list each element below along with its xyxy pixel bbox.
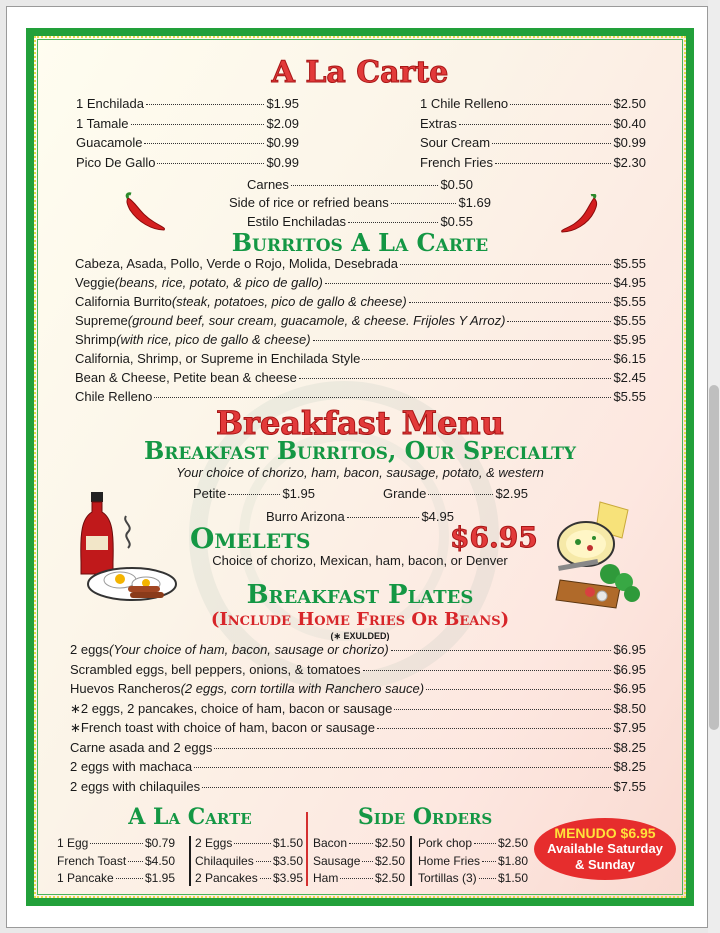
dot-leader xyxy=(194,767,611,768)
dot-leader xyxy=(157,163,264,164)
dot-leader xyxy=(260,878,271,879)
item-note: (2 eggs, corn tortilla with Ranchero sauce) xyxy=(180,681,425,696)
menu-item xyxy=(57,854,175,868)
item-name: Huevos Rancheros xyxy=(70,681,181,696)
menu-item xyxy=(70,720,646,736)
item-name: Scrambled eggs, bell peppers, onions, & tomatoes xyxy=(70,661,361,677)
item-name: French Fries xyxy=(420,154,493,170)
item-price: $0.99 xyxy=(266,135,299,150)
item-name: Bean & Cheese, Petite bean & cheese xyxy=(75,370,297,385)
menu-item xyxy=(75,332,646,347)
item-price: $8.25 xyxy=(613,759,646,774)
item-name: 2 Eggs xyxy=(195,836,233,850)
menu-item xyxy=(57,836,175,850)
item-name: Pork chop xyxy=(418,836,473,850)
bottom-divider-2 xyxy=(410,836,412,886)
item-price: $5.55 xyxy=(613,313,646,328)
item-note: (ground beef, sour cream, guacamole, & cheese. Frijoles Y Arroz) xyxy=(127,313,506,328)
item-name: Estilo Enchiladas xyxy=(247,214,346,229)
menu-item xyxy=(76,155,299,170)
chili-pepper-right-icon xyxy=(556,194,602,234)
item-price: $2.09 xyxy=(266,115,299,131)
item-name: ∗2 eggs, 2 pancakes, choice of ham, bacon or sausage xyxy=(70,700,393,716)
menu-item xyxy=(418,871,528,885)
menu-item xyxy=(195,836,303,850)
omelet-plate-illustration xyxy=(550,500,646,614)
breakfast-plates-title: Breakfast Plates xyxy=(246,580,474,610)
item-price: $5.95 xyxy=(613,332,646,347)
menu-item xyxy=(70,642,646,657)
menu-item xyxy=(420,135,646,150)
item-note: (with rice, pico de gallo & cheese) xyxy=(116,332,311,347)
item-name: Shrimp xyxy=(75,332,117,347)
menu-item xyxy=(75,294,646,309)
item-price: $0.99 xyxy=(266,154,299,170)
dot-leader xyxy=(507,321,611,322)
item-note: (beans, rice, potato, & pico de gallo) xyxy=(114,275,323,290)
dot-leader xyxy=(146,104,265,105)
dot-leader xyxy=(214,748,611,749)
dot-leader xyxy=(482,861,496,862)
dot-leader xyxy=(510,104,611,105)
dot-leader xyxy=(474,843,496,844)
dot-leader xyxy=(313,340,612,341)
chili-pepper-left-icon xyxy=(122,192,168,232)
menu-item xyxy=(70,681,646,696)
dot-leader xyxy=(377,728,611,729)
menu-item xyxy=(57,871,175,885)
menu-item xyxy=(75,313,646,328)
menu-item xyxy=(70,701,646,717)
item-price: $4.50 xyxy=(144,853,175,868)
item-note: (steak, potatoes, pico de gallo & cheese) xyxy=(171,294,407,309)
dot-leader xyxy=(234,843,271,844)
item-price: $5.55 xyxy=(613,256,646,271)
menu-item xyxy=(420,155,646,170)
item-name: 2 eggs xyxy=(70,642,110,657)
dot-leader xyxy=(426,689,611,690)
item-name: 2 Pancakes xyxy=(195,871,258,885)
item-price: $0.40 xyxy=(613,115,646,131)
dot-leader xyxy=(116,878,143,879)
item-price: $2.50 xyxy=(374,853,405,868)
burro-arizona-item: Burro Arizona $4.95 xyxy=(266,509,454,524)
item-price: $1.95 xyxy=(144,871,175,885)
menu-item xyxy=(313,854,405,868)
menu-item xyxy=(195,871,303,885)
dot-leader xyxy=(391,203,457,204)
item-name: Supreme xyxy=(75,313,128,328)
item-price: $2.30 xyxy=(613,154,646,170)
dot-leader xyxy=(495,163,611,164)
item-price: $6.95 xyxy=(613,661,646,677)
menu-item xyxy=(70,759,646,774)
item-name: Bacon xyxy=(313,836,348,850)
omelets-subtitle: Choice of chorizo, Mexican, ham, bacon, or Denver xyxy=(212,553,508,568)
item-price: $6.15 xyxy=(613,351,646,366)
menu-item xyxy=(70,779,646,794)
item-price: $6.95 xyxy=(613,642,646,657)
dot-leader xyxy=(325,283,612,284)
breakfast-plates-subtitle: (Include Home Fries Or Beans) xyxy=(210,609,510,630)
scrollbar[interactable] xyxy=(708,0,720,933)
item-name: California Burrito xyxy=(75,294,172,309)
item-note: (Your choice of ham, bacon, sausage or chorizo) xyxy=(109,642,389,657)
menu-item xyxy=(420,96,646,111)
item-price: $0.99 xyxy=(613,135,646,150)
item-name: Sour Cream xyxy=(420,135,491,150)
item-price: $3.95 xyxy=(272,871,303,885)
bottom-divider-red xyxy=(306,812,308,886)
item-price: $0.79 xyxy=(144,836,175,850)
item-price: $5.55 xyxy=(613,294,646,309)
bottom-a-la-carte-title: A La Carte xyxy=(128,804,252,830)
item-price: $1.80 xyxy=(497,853,528,868)
dot-leader xyxy=(479,878,496,879)
item-name: 1 Tamale xyxy=(76,115,129,131)
menu-item xyxy=(76,96,299,111)
item-price: $8.25 xyxy=(613,739,646,755)
item-price: $0.55 xyxy=(440,214,473,229)
item-price: $2.50 xyxy=(613,96,646,111)
item-name: Ham xyxy=(313,871,339,885)
menu-item xyxy=(195,854,303,868)
menu-item xyxy=(75,275,646,290)
item-price: $7.95 xyxy=(613,720,646,735)
menudo-badge xyxy=(534,818,676,880)
omelets-title: Omelets xyxy=(190,522,311,555)
menudo-line-3: & Sunday xyxy=(575,857,635,872)
dot-leader xyxy=(362,359,611,360)
item-price: $0.50 xyxy=(440,177,473,192)
menu-item xyxy=(229,195,491,210)
burritos-title: Burritos A La Carte xyxy=(231,228,489,257)
dot-leader xyxy=(348,222,438,223)
dot-leader xyxy=(363,670,612,671)
item-price: $2.50 xyxy=(374,836,405,850)
item-name: ∗French toast with choice of ham, bacon or sausage xyxy=(70,720,375,735)
item-name: Tortillas (3) xyxy=(418,871,477,885)
menudo-line-2: Available Saturday xyxy=(547,841,663,856)
dot-leader xyxy=(394,709,611,710)
dot-leader xyxy=(340,878,373,879)
item-price: $7.55 xyxy=(613,778,646,794)
dot-leader xyxy=(349,843,373,844)
menu-item xyxy=(313,871,405,885)
item-price: $5.55 xyxy=(613,389,646,404)
dot-leader xyxy=(409,302,612,303)
dot-leader xyxy=(299,378,612,379)
item-name: California, Shrimp, or Supreme in Enchilada Style xyxy=(75,351,361,366)
menu-item xyxy=(75,370,646,385)
a-la-carte-title: A La Carte xyxy=(271,55,449,90)
item-name: Carne asada and 2 eggs xyxy=(70,739,213,755)
item-name: 1 Chile Relleno xyxy=(420,96,509,111)
item-price: $4.95 xyxy=(613,275,646,290)
item-name: Guacamole xyxy=(76,135,143,150)
dot-leader xyxy=(131,124,265,125)
dot-leader xyxy=(144,143,264,144)
dot-leader xyxy=(90,843,143,844)
item-name: Chilaquiles xyxy=(195,853,254,868)
breakfast-menu-title: Breakfast Menu xyxy=(216,404,504,442)
item-price: $1.50 xyxy=(497,871,528,885)
bottom-divider-1 xyxy=(189,836,191,886)
item-name: French Toast xyxy=(57,853,127,868)
menu-item xyxy=(313,836,405,850)
item-name: Side of rice or refried beans xyxy=(229,195,389,210)
menu-item xyxy=(420,116,646,131)
item-name: 1 Enchilada xyxy=(76,96,144,111)
item-name: Veggie xyxy=(75,275,115,290)
item-price: $8.50 xyxy=(613,700,646,716)
item-price: $1.95 xyxy=(266,96,299,111)
item-price: $2.50 xyxy=(374,871,405,885)
item-name: Chile Relleno xyxy=(75,389,153,404)
menudo-line-1: MENUDO $6.95 xyxy=(554,825,656,841)
menu-item xyxy=(75,351,646,366)
dot-leader xyxy=(128,861,143,862)
dot-leader xyxy=(391,650,612,651)
item-price: $3.50 xyxy=(272,853,303,868)
item-name: 2 eggs with chilaquiles xyxy=(70,778,201,794)
item-name: Extras xyxy=(420,115,457,131)
item-name: 1 Pancake xyxy=(57,871,114,885)
menu-item xyxy=(247,214,473,229)
menu-item xyxy=(75,256,646,271)
grande-item: Grande $2.95 xyxy=(383,486,528,501)
menu-item xyxy=(418,836,528,850)
item-price: $1.50 xyxy=(272,836,303,850)
dot-leader xyxy=(202,787,611,788)
side-orders-title: Side Orders xyxy=(357,804,493,830)
item-price: $6.95 xyxy=(613,681,646,696)
item-name: Cabeza, Asada, Pollo, Verde o Rojo, Molida, Desebrada xyxy=(75,256,399,271)
item-name: 1 Egg xyxy=(57,836,89,850)
menu-item xyxy=(247,177,473,192)
menu-item xyxy=(418,854,528,868)
item-name: Carnes xyxy=(247,177,289,192)
dot-leader xyxy=(362,861,373,862)
dot-leader xyxy=(492,143,611,144)
omelets-price: $6.95 xyxy=(450,521,538,554)
menu-item xyxy=(70,662,646,677)
item-name: 2 eggs with machaca xyxy=(70,759,193,774)
menu-item xyxy=(75,389,646,404)
dot-leader xyxy=(154,397,611,398)
dot-leader xyxy=(291,185,439,186)
dot-leader xyxy=(256,861,271,862)
item-price: $1.69 xyxy=(458,195,491,210)
item-price: $2.50 xyxy=(497,836,528,850)
menu-item xyxy=(76,116,299,131)
item-price: $2.45 xyxy=(613,370,646,385)
item-name: Home Fries xyxy=(418,853,481,868)
breakfast-burritos-title: Breakfast Burritos, Our Specialty xyxy=(144,436,576,465)
item-name: Sausage xyxy=(313,853,361,868)
petite-item: Petite $1.95 xyxy=(193,486,315,501)
menu-item xyxy=(76,135,299,150)
menu-item xyxy=(70,740,646,755)
breakfast-burritos-subtitle: Your choice of chorizo, ham, bacon, sausage, potato, & western xyxy=(176,465,544,480)
item-name: Pico De Gallo xyxy=(76,154,156,170)
breakfast-plates-note: (∗ EXULDED) xyxy=(330,631,390,641)
dot-leader xyxy=(400,264,611,265)
scrollbar-thumb[interactable] xyxy=(709,385,719,730)
dot-leader xyxy=(459,124,612,125)
